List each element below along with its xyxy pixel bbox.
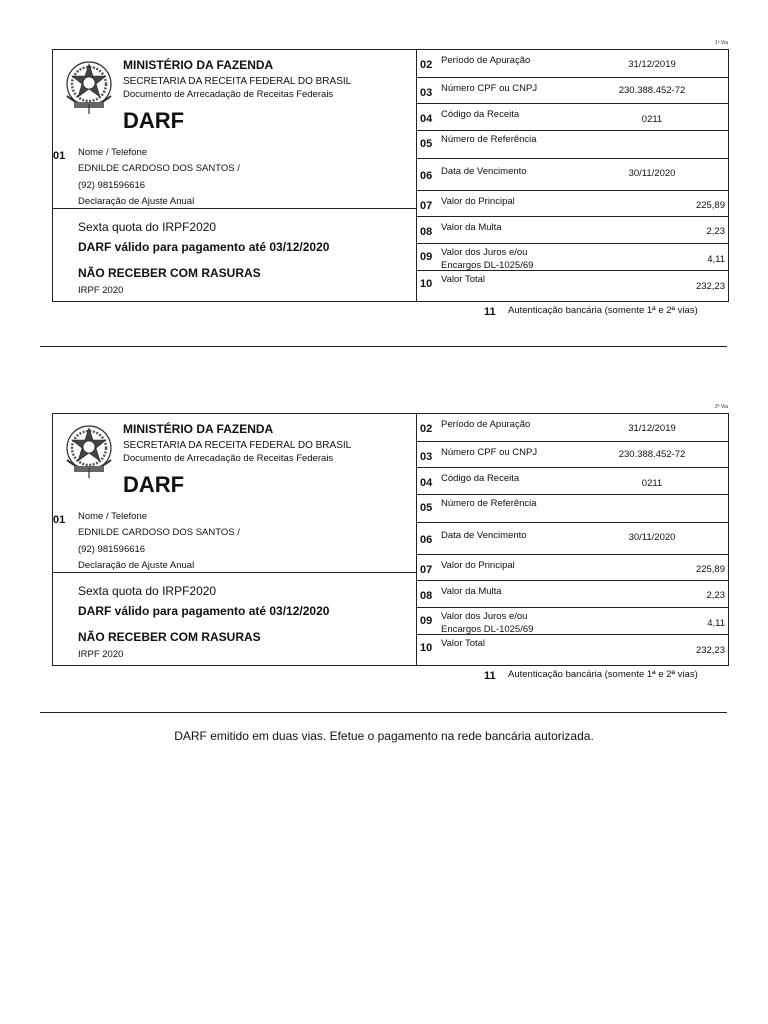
divider — [53, 572, 416, 573]
footer-code: IRPF 2020 — [78, 285, 124, 296]
document-title: DARF — [123, 472, 185, 497]
field-label: Valor da Multa — [441, 586, 502, 597]
field-row-04 — [417, 104, 729, 131]
field-number: 01 — [53, 514, 66, 526]
field-value: 0211 — [641, 114, 663, 125]
ministry-name: MINISTÉRIO DA FAZENDA — [123, 58, 274, 72]
field-row-06 — [417, 523, 729, 555]
darf-form — [52, 413, 729, 666]
republic-coat-of-arms-icon — [59, 56, 119, 116]
field-value: 30/11/2020 — [628, 168, 676, 179]
via-label: 1ª Via — [714, 40, 728, 46]
cut-line — [40, 346, 727, 347]
field-number: 03 — [420, 451, 433, 463]
field-label: Período de Apuração — [441, 55, 531, 66]
field-number: 11 — [484, 670, 496, 682]
field-number: 05 — [420, 138, 433, 150]
field-value: 31/12/2019 — [628, 59, 676, 70]
field-row-07 — [417, 191, 729, 217]
field-value: 31/12/2019 — [628, 423, 676, 434]
field-row-10 — [417, 271, 729, 296]
field-row-09 — [417, 608, 729, 635]
field-row-10 — [417, 635, 729, 660]
field-value: 0211 — [641, 478, 663, 489]
declaration-type: Declaração de Ajuste Anual — [78, 560, 195, 571]
field-row-02 — [417, 414, 729, 442]
bank-authentication-label: Autenticação bancária (somente 1ª e 2ª vias) — [508, 305, 698, 316]
taxpayer-phone: (92) 981596616 — [78, 544, 146, 555]
field-number: 09 — [420, 251, 433, 263]
darf-copy — [0, 404, 768, 734]
field-number: 08 — [420, 226, 433, 238]
taxpayer-phone: (92) 981596616 — [78, 180, 146, 191]
field-label: Valor dos Juros e/ou Encargos DL-1025/69 — [441, 247, 534, 271]
form-left-panel — [53, 50, 417, 301]
field-row-03 — [417, 442, 729, 468]
field-number: 06 — [420, 170, 433, 182]
field-label: Número CPF ou CNPJ — [441, 447, 538, 458]
field-number: 04 — [420, 113, 433, 125]
field-label: Valor Total — [441, 638, 486, 649]
field-number: 11 — [484, 306, 496, 318]
field-number: 04 — [420, 477, 433, 489]
field-label: Valor do Principal — [441, 560, 515, 571]
field-row-03 — [417, 78, 729, 104]
field-number: 08 — [420, 590, 433, 602]
darf-copy — [0, 40, 768, 370]
field-row-08 — [417, 217, 729, 244]
field-row-09 — [417, 244, 729, 271]
field-value: 230.388.452-72 — [618, 449, 686, 460]
field-number: 03 — [420, 87, 433, 99]
field-row-04 — [417, 468, 729, 495]
field-value: 225,89 — [695, 564, 725, 575]
valid-until-text: DARF válido para pagamento até 03/12/2020 — [78, 604, 330, 618]
divider — [53, 208, 416, 209]
field-row-07 — [417, 555, 729, 581]
field-label: Valor do Principal — [441, 196, 515, 207]
field-value: 2,23 — [706, 226, 725, 237]
document-type: Documento de Arrecadação de Receitas Federais — [123, 453, 334, 464]
field-label: Valor Total — [441, 274, 486, 285]
field-value: 230.388.452-72 — [618, 85, 686, 96]
field-number: 02 — [420, 59, 433, 71]
field-value: 4,11 — [707, 618, 725, 629]
field-row-06 — [417, 159, 729, 191]
field-number: 05 — [420, 502, 433, 514]
republic-coat-of-arms-icon — [59, 420, 119, 480]
footer-note: DARF emitido em duas vias. Efetue o pagamento na rede bancária autorizada. — [174, 729, 594, 743]
field-number: 07 — [420, 200, 433, 212]
field-number: 09 — [420, 615, 433, 627]
field-label: Período de Apuração — [441, 419, 531, 430]
form-fields-panel — [417, 50, 729, 301]
bank-authentication-label: Autenticação bancária (somente 1ª e 2ª vias) — [508, 669, 698, 680]
quota-text: Sexta quota do IRPF2020 — [78, 220, 217, 234]
field-number: 06 — [420, 534, 433, 546]
field-row-05 — [417, 131, 729, 159]
name-phone-label: Nome / Telefone — [78, 147, 148, 158]
field-label: Número CPF ou CNPJ — [441, 83, 538, 94]
field-row-02 — [417, 50, 729, 78]
secretaria-name: SECRETARIA DA RECEITA FEDERAL DO BRASIL — [123, 76, 352, 87]
field-number: 07 — [420, 564, 433, 576]
field-label: Data de Vencimento — [441, 166, 527, 177]
field-label: Código da Receita — [441, 109, 520, 120]
field-row-05 — [417, 495, 729, 523]
field-label: Valor da Multa — [441, 222, 502, 233]
field-number: 10 — [420, 642, 433, 654]
field-number: 01 — [53, 150, 66, 162]
declaration-type: Declaração de Ajuste Anual — [78, 196, 195, 207]
name-phone-label: Nome / Telefone — [78, 511, 148, 522]
field-label: Número de Referência — [441, 498, 537, 509]
quota-text: Sexta quota do IRPF2020 — [78, 584, 217, 598]
field-value: 30/11/2020 — [628, 532, 676, 543]
field-value: 4,11 — [707, 254, 725, 265]
field-value: 232,23 — [695, 645, 725, 656]
warning-text: NÃO RECEBER COM RASURAS — [78, 630, 261, 644]
field-value: 232,23 — [695, 281, 725, 292]
cut-line — [40, 712, 727, 713]
field-number: 02 — [420, 423, 433, 435]
field-label: Código da Receita — [441, 473, 520, 484]
field-label: Número de Referência — [441, 134, 537, 145]
taxpayer-name: EDNILDE CARDOSO DOS SANTOS / — [78, 163, 240, 174]
form-left-panel — [53, 414, 417, 665]
field-value: 225,89 — [695, 200, 725, 211]
document-type: Documento de Arrecadação de Receitas Federais — [123, 89, 334, 100]
field-row-08 — [417, 581, 729, 608]
field-label: Valor dos Juros e/ou Encargos DL-1025/69 — [441, 611, 534, 635]
document-title: DARF — [123, 108, 185, 133]
valid-until-text: DARF válido para pagamento até 03/12/2020 — [78, 240, 330, 254]
via-label: 2ª Via — [714, 404, 728, 410]
field-label: Data de Vencimento — [441, 530, 527, 541]
field-number: 10 — [420, 278, 433, 290]
ministry-name: MINISTÉRIO DA FAZENDA — [123, 422, 274, 436]
warning-text: NÃO RECEBER COM RASURAS — [78, 266, 261, 280]
field-value: 2,23 — [706, 590, 725, 601]
taxpayer-name: EDNILDE CARDOSO DOS SANTOS / — [78, 527, 240, 538]
darf-form — [52, 49, 729, 302]
secretaria-name: SECRETARIA DA RECEITA FEDERAL DO BRASIL — [123, 440, 352, 451]
form-fields-panel — [417, 414, 729, 665]
footer-code: IRPF 2020 — [78, 649, 124, 660]
